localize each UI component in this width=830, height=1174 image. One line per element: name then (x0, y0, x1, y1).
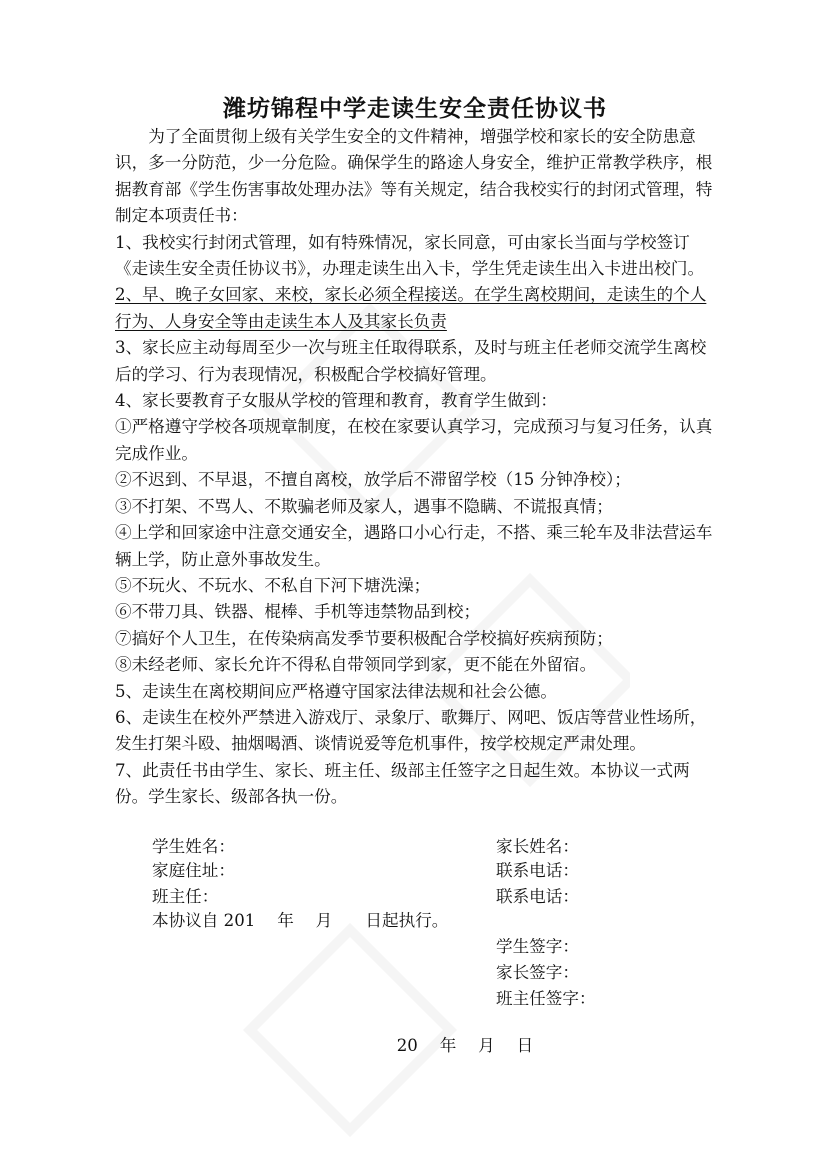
document-body (115, 124, 720, 811)
clause-4-item-3: ③不打架、不骂人、不欺骗老师及家人，遇事不隐瞒、不谎报真情； (115, 496, 613, 516)
clause-4-item-6: ⑥不带刀具、铁器、棍棒、手机等违禁物品到校； (115, 602, 481, 622)
clause-4-item-5: ⑤不玩火、不玩水、不私自下河下塘洗澡； (115, 575, 431, 595)
clause-4-item-8: ⑧未经老师、家长允许不得私自带领同学到家，更不能在外留宿。 (115, 655, 597, 675)
clause-4-item-1: ①严格遵守学校各项规章制度，在校在家要认真学习，完成预习与复习任务，认真完成作业。 (115, 417, 713, 463)
clause-7: 7、此责任书由学生、家长、班主任、级部主任签字之日起生效。本协议一式两份。学生家长、级部各执一份。 (115, 760, 690, 807)
student-name-label: 学生姓名： (152, 837, 235, 856)
clause-5: 5、走读生在离校期间应严格遵守国家法律法规和社会公德。 (115, 681, 557, 701)
signing-date: 20 年 月 日 (396, 1036, 534, 1055)
clause-4-item-7: ⑦搞好个人卫生，在传染病高发季节要积极配合学校搞好疾病预防； (115, 628, 613, 648)
home-address-label: 家庭住址： (152, 861, 235, 880)
head-teacher-signature-label: 班主任签字： (496, 989, 596, 1008)
intro-paragraph: 为了全面贯彻上级有关学生安全的文件精神，增强学校和家长的安全防患意识，多一分防范，少一分危险。确保学生的路途人身安全，维护正常教学秩序，根据教育部《学生伤害事故处理办法》等有关规定，结合我校实行的封闭式管理，特制定本项责任书： (115, 127, 713, 226)
clause-4: 4、家长要教育子女服从学校的管理和教育，教育学生做到： (115, 391, 557, 411)
clause-1: 1、我校实行封闭式管理，如有特殊情况，家长同意，可由家长当面与学校签订《走读生安全责任协议书》，办理走读生出入卡，学生凭走读生出入卡进出校门。 (115, 232, 705, 279)
clause-2: 2、早、晚子女回家、来校，家长必须全程接送。在学生离校期间，走读生的个人行为、人身安全等由走读生本人及其家长负责 (115, 285, 707, 331)
clause-4-item-4: ④上学和回家途中注意交通安全，遇路口小心行走，不搭、乘三轮车及非法营运车辆上学，防止意外事故发生。 (115, 523, 713, 569)
document-title: 潍坊锦程中学走读生安全责任协议书 (223, 96, 607, 122)
clause-4-item-2: ②不迟到、不早退，不擅自离校，放学后不滞留学校（15 分钟净校）； (115, 470, 631, 490)
parent-signature-label: 家长签字： (496, 963, 579, 982)
phone-label-1: 联系电话： (496, 861, 579, 880)
effective-date-text: 本协议自 201 年 月 日起执行。 (152, 911, 449, 930)
clause-3: 3、家长应主动每周至少一次与班主任取得联系，及时与班主任老师交流学生离校后的学习、行为表现情况，积极配合学校搞好管理。 (115, 338, 707, 384)
clause-6: 6、走读生在校外严禁进入游戏厅、录象厅、歌舞厅、网吧、饭店等营业性场所，发生打架斗殴、抽烟喝酒、谈情说爱等危机事件，按学校规定严肃处理。 (115, 707, 707, 754)
student-signature-label: 学生签字： (496, 937, 579, 956)
head-teacher-label: 班主任： (152, 887, 219, 906)
phone-label-2: 联系电话： (496, 887, 579, 906)
parent-name-label: 家长姓名： (496, 837, 579, 856)
